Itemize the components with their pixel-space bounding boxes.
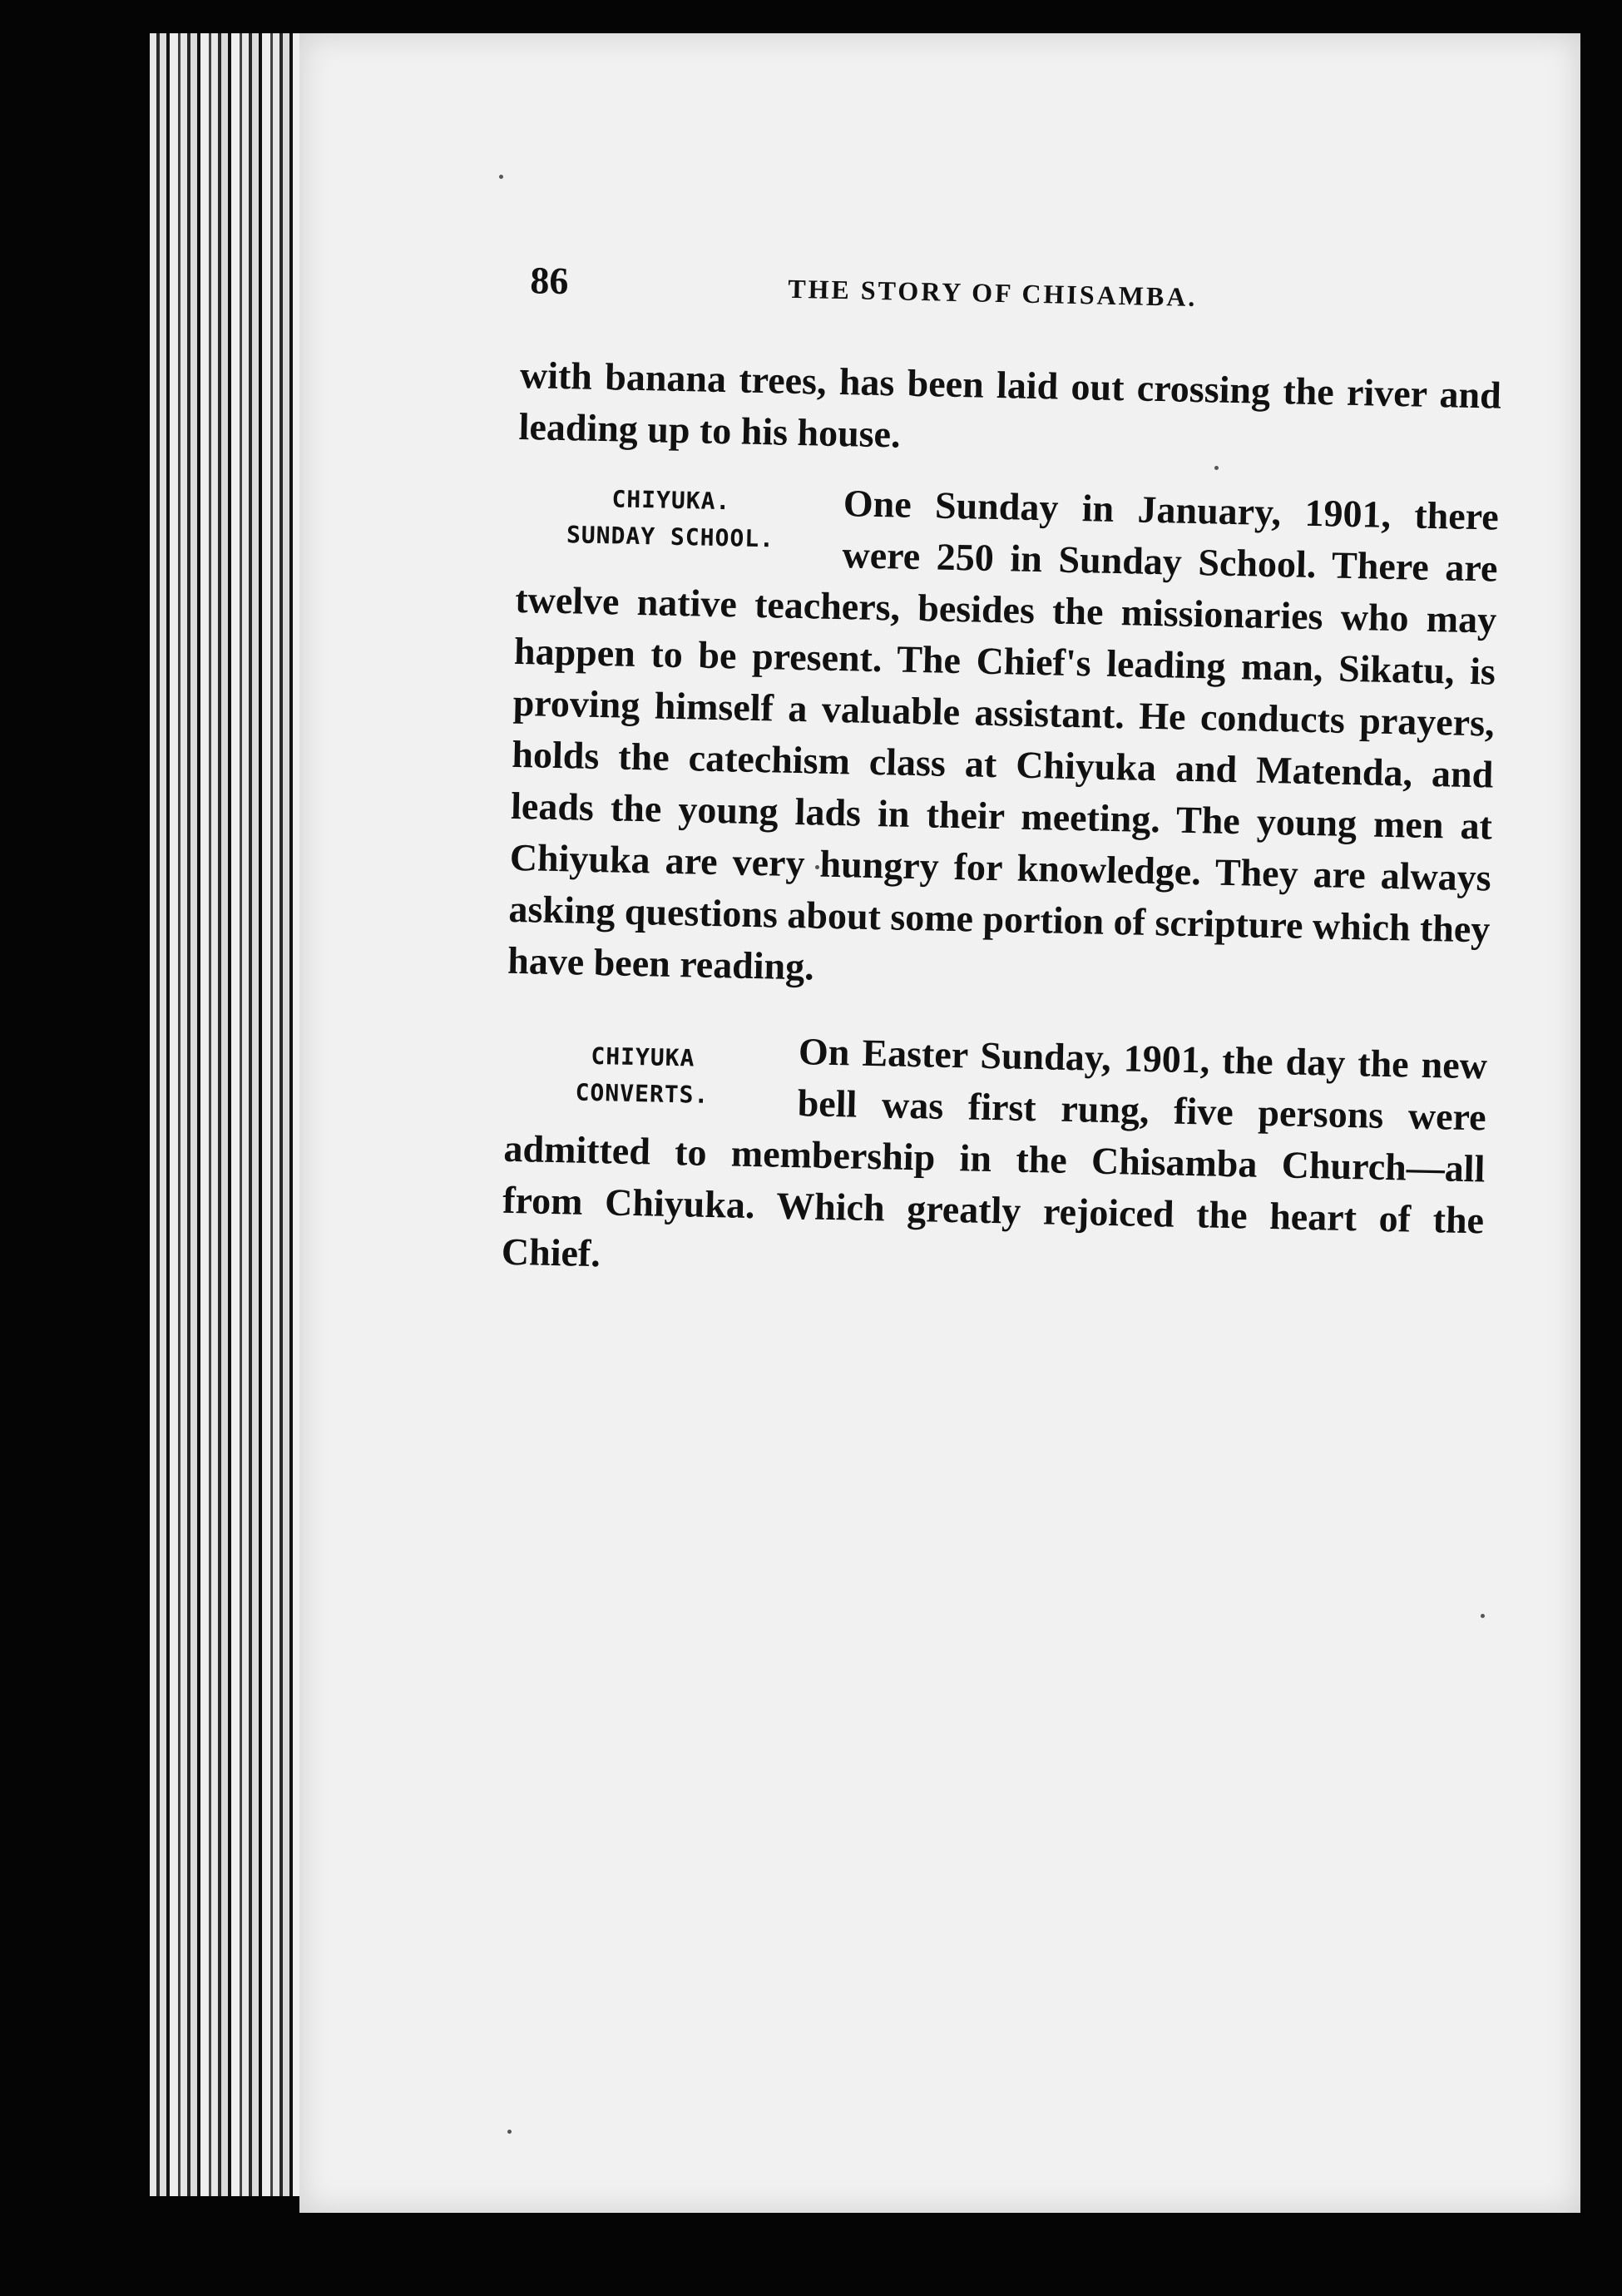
paragraph: On Easter Sunday, 1901, the day the new bell was first rung, five persons were admitted to membership in the Chisamba Church—all from Chiyuka. Which greatly rejoiced the heart of the Chief. bbox=[501, 1030, 1488, 1275]
scan-speck bbox=[499, 175, 503, 179]
running-title: THE STORY OF CHISAMBA. bbox=[787, 273, 1198, 312]
margin-note-line: CHIYUKA. bbox=[611, 485, 731, 516]
paragraph-block-converts bbox=[501, 1020, 1487, 1299]
body-text bbox=[501, 349, 1501, 1298]
book-page-edges bbox=[150, 33, 316, 2196]
margin-note-line: SUNDAY SCHOOL. bbox=[566, 521, 775, 553]
paragraph: with banana trees, has been laid out crossing the river and leading up to his house. bbox=[518, 353, 1502, 456]
scan-speck bbox=[1481, 1614, 1485, 1618]
margin-note-converts bbox=[505, 1037, 781, 1116]
page-number: 86 bbox=[529, 259, 569, 303]
paragraph: One Sunday in January, 1901, there were 250 in Sunday School. There are twelve native teachers, besides the missionaries who may happen to be present. The Chief's leading man, Sikatu, is proving himself a valuable assistant. He conducts prayers, holds the catechism class at Chiyuka and Matenda, and leads the young lads in their meeting. The young men at Chiyuka are very hungry for knowledge. They are always asking questions about some portion of scripture which they have been reading. bbox=[507, 482, 1500, 988]
paragraph-block-sunday-school bbox=[507, 471, 1500, 1007]
page-content bbox=[501, 258, 1503, 1298]
margin-note-sunday-school bbox=[517, 479, 826, 559]
scan-speck bbox=[507, 2130, 512, 2134]
margin-note-line: CONVERTS. bbox=[575, 1078, 710, 1109]
book-page bbox=[299, 33, 1580, 2213]
running-head bbox=[522, 258, 1504, 337]
margin-note-line: CHIYUKA bbox=[591, 1042, 695, 1072]
